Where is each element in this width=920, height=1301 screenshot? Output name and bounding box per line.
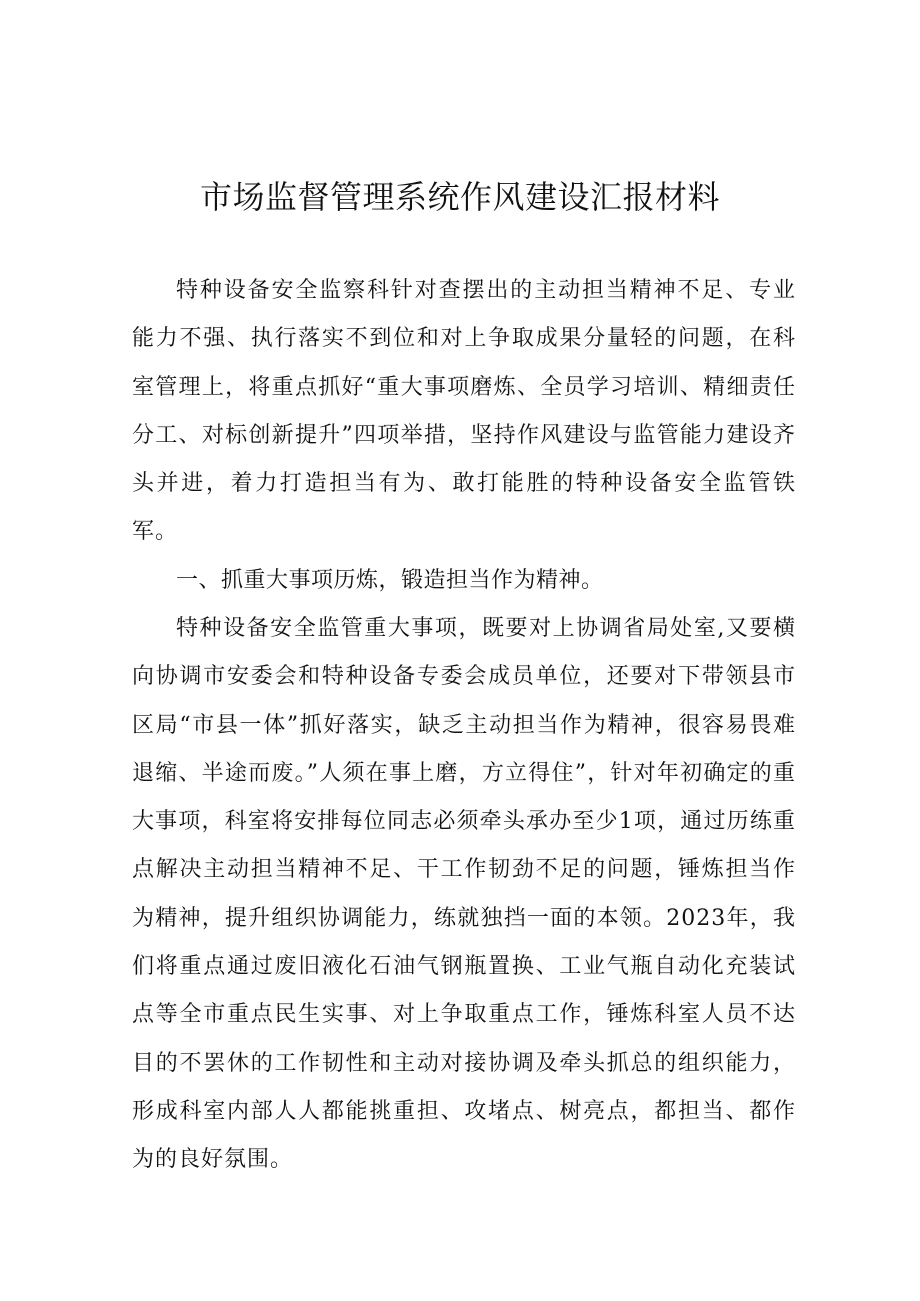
section-heading-1: 一、抓重大事项历炼，锻造担当作为精神。 (176, 568, 604, 593)
paragraph-section-1: 特种设备安全监管重大事项，既要对上协调省局处室,又要横向协调市安委会和特种设备专委会成员单位，还要对下带领县市区局“市县一体”抓好落实，缺乏主动担当作为精神，很容易畏难退缩、半途而废。”人须在事上磨，方立得住”，针对年初确定的重大事项，科室将安排每位同志必须牵头承办至少1项，通过历练重点解决主动担当精神不足、干工作韧劲不足的问题，锤炼担当作为精神，提升组织协调能力，练就独挡一面的本领。2023年，我们将重点通过废旧液化石油气钢瓶置换、工业气瓶自动化充装试点等全市重点民生实事、对上争取重点工作，锤炼科室人员不达目的不罢休的工作韧性和主动对接协调及牵头抓总的组织能力，形成科室内部人人都能挑重担、攻堵点、树亮点，都担当、都作为的良好氛围。 (132, 616, 796, 1173)
paragraph-intro: 特种设备安全监察科针对查摆出的主动担当精神不足、专业能力不强、执行落实不到位和对上争取成果分量轻的问题，在科室管理上，将重点抓好“重大事项磨炼、全员学习培训、精细责任分工、对标创新提升”四项举措，坚持作风建设与监管能力建设齐头并进，着力打造担当有为、敢打能胜的特种设备安全监管铁军。 (132, 278, 796, 545)
document-title: 市场监督管理系统作风建设汇报材料 (199, 178, 720, 216)
